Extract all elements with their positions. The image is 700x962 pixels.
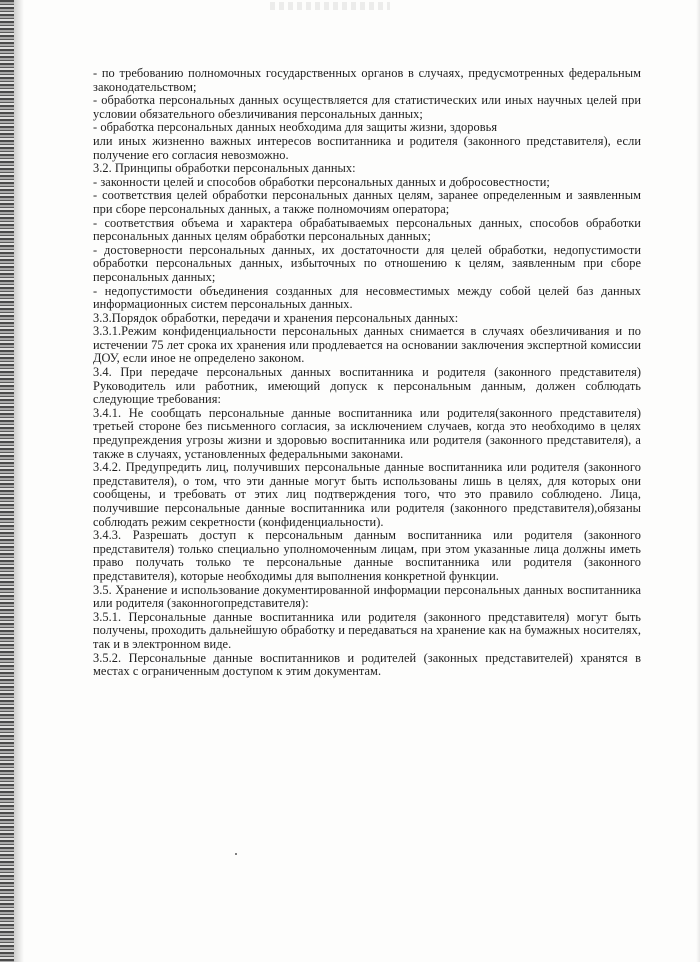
- scan-speck: [235, 853, 237, 855]
- principle-purpose-conformity: - соответствия целей обработки персональных данных целям, заранее определенным и заявленным при сборе персональных данных, а также полномочиям оператора;: [93, 188, 641, 216]
- clause-3-5-1: 3.5.1. Персональные данные воспитанника или родителя (законного представителя) могут быть получены, проходить дальнейшую обработку и передаваться на хранение как на бумажных носителях, так и в электронном виде.: [93, 609, 641, 651]
- clause-3-3-1: 3.3.1.Режим конфиденциальности персональных данных снимается в случаях обезличивания и по истечении 75 лет срока их хранения или продлевается на основании заключения экспертной комиссии ДОУ, если иное не определено законом.: [93, 324, 641, 366]
- section-heading-3-2: 3.2. Принципы обработки персональных данных:: [93, 161, 356, 176]
- section-heading-3-3: 3.3.Порядок обработки, передачи и хранения персональных данных:: [93, 310, 459, 325]
- clause-3-5-2: 3.5.2. Персональные данные воспитанников и родителей (законных представителей) хранятся в местах с ограниченным доступом к этим документам.: [93, 650, 641, 679]
- page-edge-shadow: [696, 0, 700, 962]
- document-body: [93, 67, 641, 679]
- clause-3-4-1: 3.4.1. Не сообщать персональные данные воспитанника или родителя(законного представителя) третьей стороне без письменного согласия, за исключением случаев, когда это необходимо в целях предупреждения угрозы жизни и здоровью воспитанника или родителя (законного представителя), а также в случаях, установленных федеральными законами.: [93, 405, 641, 461]
- binding-edge: [0, 0, 14, 962]
- principle-accuracy: - достоверности персональных данных, их достаточности для целей обработки, недопустимости обработки персональных данных, избыточных по отношению к целям, заявленным при сборе персональных данных;: [93, 242, 641, 284]
- paragraph-bullet-life-protection: - обработка персональных данных необходима для защиты жизни, здоровья: [93, 120, 498, 135]
- paragraph-vital-interests: или иных жизненно важных интересов воспитанника и родителя (законного представителя), если получение его согласия невозможно.: [93, 133, 641, 162]
- binding-shadow: [14, 0, 24, 962]
- clause-3-4-3: 3.4.3. Разрешать доступ к персональным данным воспитанника или родителя (законного представителя) только специально уполномоченным лицам, при этом указанные лица должны иметь право получать только те персональные данные воспитанника или родителя (законного представителя), которые необходимы для выполнения конкретной функции.: [93, 528, 641, 583]
- paragraph-bullet-statistics: - обработка персональных данных осуществляется для статистических или иных научных целей при условии обязательного обезличивания персональных данных;: [93, 93, 641, 121]
- bleed-through-mark: [270, 2, 390, 10]
- paragraph-bullet-state-organs: - по требованию полномочных государственных органов в случаях, предусмотренных федеральным законодательством;: [93, 66, 641, 94]
- clause-3-4: 3.4. При передаче персональных данных воспитанника и родителя (законного представителя) Руководитель или работник, имеющий допуск к персональным данным, должен соблюдать следующие требования:: [93, 365, 641, 407]
- clause-3-5: 3.5. Хранение и использование документированной информации персональных данных воспитанника или родителя (законногопредставителя):: [93, 582, 641, 611]
- principle-volume-conformity: - соответствия объема и характера обрабатываемых персональных данных, способов обработки персональных данных целям обработки персональных данных;: [93, 215, 641, 244]
- principle-no-merging: - недопустимости объединения созданных для несовместимых между собой целей баз данных информационных систем персональных данных.: [93, 283, 641, 312]
- clause-3-4-2: 3.4.2. Предупредить лиц, получивших персональные данные воспитанника или родителя (законного представителя), о том, что эти данные могут быть использованы лишь в целях, для которых они сообщены, и требовать от этих лиц подтверждения того, что это правило соблюдено. Лица, получившие персональные данные воспитанника или родителя (законного представителя),обязаны соблюдать режим секретности (конфиденциальности).: [93, 460, 641, 529]
- principle-legality: - законности целей и способов обработки персональных данных и добросовестности;: [93, 174, 550, 189]
